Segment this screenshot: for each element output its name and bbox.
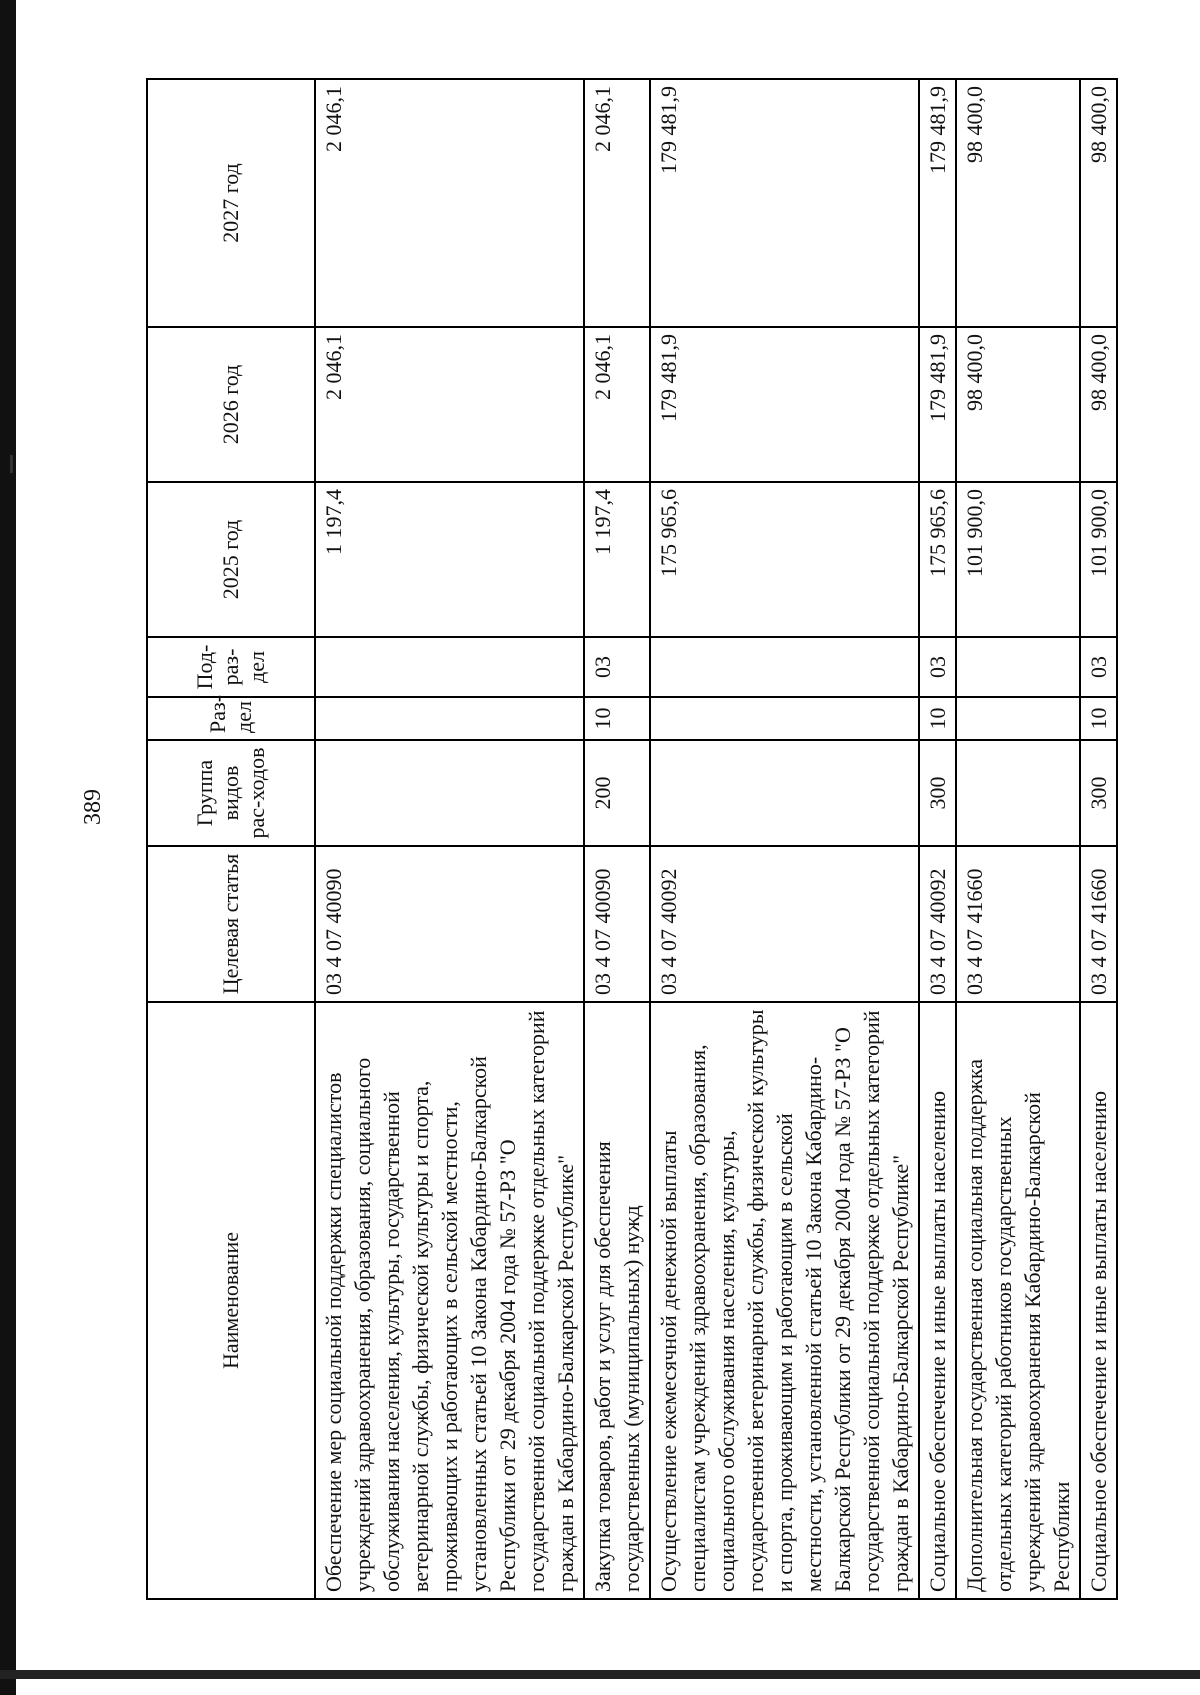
cell-year-2025: 101 900,0: [956, 482, 1080, 637]
cell-name: Осуществление ежемесячной денежной выплаты специалистам учреждений здравоохранения, образования, социального обслуживания населения, культуры, государственной ветеринарной службы, физической культуры и спорта, проживающим и работающим в сельской местности, установленной статьей 10 Закона Кабардино-Балкарской Республики от 29 декабря 2004 года № 57-РЗ "О государственной социальной поддержке отдельных категорий граждан в Кабардино-Балкарской Республике": [650, 1002, 919, 1599]
cell-year-2026: 98 400,0: [1080, 327, 1117, 482]
cell-subsection: [956, 637, 1080, 697]
cell-name: Дополнительная государственная социальная поддержка отдельных категорий работников государственных учреждений здравоохранения Кабардино-Балкарской Республики: [956, 1002, 1080, 1599]
header-year-2026: 2026 год: [147, 327, 315, 482]
cell-year-2026: 98 400,0: [956, 327, 1080, 482]
cell-year-2027: 98 400,0: [1080, 79, 1117, 327]
table-row: [315, 79, 584, 1599]
cell-target-article: 03 4 07 40090: [584, 846, 650, 1002]
rotated-page-content: [146, 80, 1196, 1600]
scan-edge-bottom: [0, 1670, 1200, 1679]
cell-subsection: 03: [1080, 637, 1117, 697]
table-row: [1080, 79, 1117, 1599]
cell-year-2027: 2 046,1: [584, 79, 650, 327]
cell-target-article: 03 4 07 41660: [956, 846, 1080, 1002]
cell-expense-group: [650, 740, 919, 846]
header-subsection: Под-раз-дел: [147, 637, 315, 697]
cell-subsection: 03: [919, 637, 956, 697]
cell-year-2027: 98 400,0: [956, 79, 1080, 327]
page-number: 389: [80, 789, 106, 825]
cell-section: 10: [584, 697, 650, 740]
cell-year-2026: 2 046,1: [584, 327, 650, 482]
cell-target-article: 03 4 07 40092: [650, 846, 919, 1002]
cell-subsection: [650, 637, 919, 697]
scan-mark: [10, 455, 13, 473]
cell-name: Социальное обеспечение и иные выплаты населению: [1080, 1002, 1117, 1599]
scan-edge-left: [0, 0, 16, 1695]
cell-name: Обеспечение мер социальной поддержки специалистов учреждений здравоохранения, образования, социального обслуживания населения, культуры, государственной ветеринарной службы, физической культуры и спорта, проживающих и работающих в сельской местности, установленных статьей 10 Закона Кабардино-Балкарской Республики от 29 декабря 2004 года № 57-РЗ "О государственной социальной поддержке отдельных категорий граждан в Кабардино-Балкарской Республике": [315, 1002, 584, 1599]
cell-section: 10: [919, 697, 956, 740]
cell-section: 10: [1080, 697, 1117, 740]
header-year-2025: 2025 год: [147, 482, 315, 637]
header-year-2027: 2027 год: [147, 79, 315, 327]
cell-name: Закупка товаров, работ и услуг для обеспечения государственных (муниципальных) нужд: [584, 1002, 650, 1599]
cell-year-2026: 179 481,9: [919, 327, 956, 482]
cell-expense-group: 300: [1080, 740, 1117, 846]
cell-expense-group: 300: [919, 740, 956, 846]
budget-table: [146, 78, 1118, 1600]
header-section: Раз-дел: [147, 697, 315, 740]
cell-expense-group: [315, 740, 584, 846]
cell-year-2025: 1 197,4: [584, 482, 650, 637]
header-name: Наименование: [147, 1002, 315, 1599]
cell-section: [956, 697, 1080, 740]
cell-year-2027: 179 481,9: [650, 79, 919, 327]
cell-year-2025: 1 197,4: [315, 482, 584, 637]
table-row: [650, 79, 919, 1599]
cell-year-2026: 2 046,1: [315, 327, 584, 482]
table-row: [956, 79, 1080, 1599]
cell-year-2026: 179 481,9: [650, 327, 919, 482]
table-header-row: [147, 79, 315, 1599]
cell-target-article: 03 4 07 40092: [919, 846, 956, 1002]
table-row: [919, 79, 956, 1599]
cell-target-article: 03 4 07 40090: [315, 846, 584, 1002]
cell-section: [650, 697, 919, 740]
cell-year-2025: 175 965,6: [650, 482, 919, 637]
cell-target-article: 03 4 07 41660: [1080, 846, 1117, 1002]
header-target-article: Целевая статья: [147, 846, 315, 1002]
cell-section: [315, 697, 584, 740]
header-expense-group: Группа видов рас-ходов: [147, 740, 315, 846]
cell-year-2025: 175 965,6: [919, 482, 956, 637]
cell-year-2027: 179 481,9: [919, 79, 956, 327]
cell-name: Социальное обеспечение и иные выплаты населению: [919, 1002, 956, 1599]
cell-subsection: [315, 637, 584, 697]
cell-year-2027: 2 046,1: [315, 79, 584, 327]
cell-year-2025: 101 900,0: [1080, 482, 1117, 637]
cell-expense-group: 200: [584, 740, 650, 846]
table-row: [584, 79, 650, 1599]
cell-expense-group: [956, 740, 1080, 846]
cell-subsection: 03: [584, 637, 650, 697]
